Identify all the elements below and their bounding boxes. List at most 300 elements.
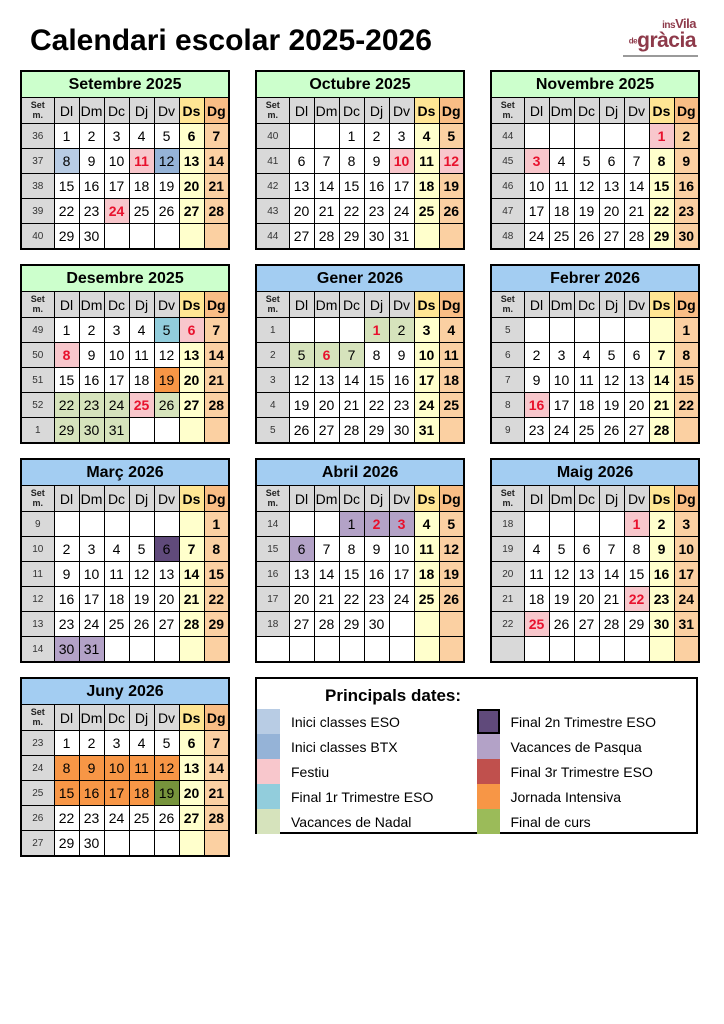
day-cell: 19 — [154, 368, 179, 393]
day-cell: 15 — [649, 174, 674, 199]
day-cell: 27 — [289, 224, 314, 250]
day-cell: 26 — [154, 393, 179, 418]
day-header-dl: Dl — [524, 486, 549, 512]
logo-ins: ins — [662, 20, 676, 31]
day-cell: 10 — [104, 343, 129, 368]
day-cell: 12 — [154, 343, 179, 368]
day-cell: 20 — [179, 174, 204, 199]
day-cell: 29 — [339, 224, 364, 250]
day-cell — [289, 637, 314, 663]
day-cell: 19 — [574, 199, 599, 224]
week-number: 20 — [491, 562, 524, 587]
day-cell: 1 — [364, 318, 389, 343]
week-number: 17 — [256, 587, 289, 612]
day-header-dg: Dg — [439, 98, 464, 124]
week-number: 3 — [256, 368, 289, 393]
week-number: 9 — [491, 418, 524, 444]
day-cell: 19 — [439, 174, 464, 199]
legend-item — [477, 734, 697, 759]
day-cell — [179, 224, 204, 250]
day-header-dm: Dm — [314, 98, 339, 124]
day-cell — [314, 637, 339, 663]
legend-item — [477, 709, 697, 734]
month-title: Desembre 2025 — [21, 265, 229, 292]
week-number: 52 — [21, 393, 54, 418]
day-cell: 30 — [79, 224, 104, 250]
day-cell: 18 — [129, 781, 154, 806]
day-cell: 20 — [154, 587, 179, 612]
week-number: 45 — [491, 149, 524, 174]
day-cell: 25 — [129, 393, 154, 418]
day-cell: 17 — [674, 562, 699, 587]
day-cell — [104, 512, 129, 537]
day-header-dj: Dj — [599, 292, 624, 318]
day-cell: 24 — [389, 199, 414, 224]
day-cell: 14 — [204, 149, 229, 174]
school-logo — [623, 18, 698, 57]
week-number: 51 — [21, 368, 54, 393]
day-cell: 28 — [204, 806, 229, 831]
day-cell: 27 — [314, 418, 339, 444]
legend-swatch — [257, 809, 280, 834]
day-cell: 9 — [524, 368, 549, 393]
day-cell — [624, 637, 649, 663]
day-cell: 8 — [54, 756, 79, 781]
day-header-dc: Dc — [104, 98, 129, 124]
day-cell: 4 — [129, 318, 154, 343]
day-cell: 29 — [649, 224, 674, 250]
day-cell — [179, 831, 204, 857]
day-cell: 28 — [204, 199, 229, 224]
day-header-dl: Dl — [54, 292, 79, 318]
day-header-dj: Dj — [599, 98, 624, 124]
day-cell — [524, 124, 549, 149]
day-cell: 3 — [549, 343, 574, 368]
day-cell — [314, 318, 339, 343]
day-cell: 13 — [314, 368, 339, 393]
day-header-dv: Dv — [389, 292, 414, 318]
day-cell: 26 — [289, 418, 314, 444]
day-cell — [289, 318, 314, 343]
day-cell: 30 — [389, 418, 414, 444]
day-cell: 3 — [674, 512, 699, 537]
day-cell — [154, 512, 179, 537]
day-cell: 18 — [129, 174, 154, 199]
month-title: Octubre 2025 — [256, 71, 464, 98]
day-cell: 3 — [414, 318, 439, 343]
day-cell — [389, 637, 414, 663]
day-cell: 2 — [674, 124, 699, 149]
day-cell: 16 — [524, 393, 549, 418]
day-cell: 23 — [524, 418, 549, 444]
day-cell: 15 — [364, 368, 389, 393]
day-cell — [314, 124, 339, 149]
day-header-dl: Dl — [54, 98, 79, 124]
day-cell: 27 — [154, 612, 179, 637]
legend-item — [257, 759, 477, 784]
day-cell — [599, 318, 624, 343]
legend-item — [257, 809, 477, 834]
day-cell: 8 — [649, 149, 674, 174]
day-header-dl: Dl — [524, 98, 549, 124]
day-cell: 20 — [179, 368, 204, 393]
legend-swatch — [257, 759, 280, 784]
day-cell — [314, 512, 339, 537]
day-cell: 27 — [624, 418, 649, 444]
day-cell — [549, 637, 574, 663]
day-header-dg: Dg — [204, 292, 229, 318]
day-cell: 29 — [54, 831, 79, 857]
day-cell: 18 — [524, 587, 549, 612]
day-cell: 2 — [79, 318, 104, 343]
day-cell: 27 — [179, 199, 204, 224]
day-cell: 24 — [414, 393, 439, 418]
day-cell: 16 — [79, 781, 104, 806]
week-number: 14 — [21, 637, 54, 663]
day-cell: 3 — [389, 124, 414, 149]
month-title: Gener 2026 — [256, 265, 464, 292]
day-cell: 31 — [104, 418, 129, 444]
day-cell: 5 — [154, 731, 179, 756]
legend-item — [257, 784, 477, 809]
day-cell: 5 — [574, 149, 599, 174]
legend-label: Vacances de Nadal — [291, 813, 412, 830]
day-cell — [129, 637, 154, 663]
day-cell: 4 — [129, 124, 154, 149]
day-cell: 9 — [79, 149, 104, 174]
day-cell: 25 — [549, 224, 574, 250]
day-cell: 7 — [204, 318, 229, 343]
day-cell: 15 — [204, 562, 229, 587]
day-cell: 24 — [104, 806, 129, 831]
legend-label: Vacances de Pasqua — [510, 738, 642, 755]
day-cell — [674, 637, 699, 663]
day-cell — [154, 831, 179, 857]
day-header-ds: Ds — [179, 98, 204, 124]
day-cell: 5 — [129, 537, 154, 562]
day-cell: 10 — [414, 343, 439, 368]
day-cell: 25 — [574, 418, 599, 444]
day-cell: 22 — [54, 199, 79, 224]
day-cell — [599, 512, 624, 537]
day-cell: 26 — [599, 418, 624, 444]
day-cell — [649, 637, 674, 663]
day-cell: 18 — [574, 393, 599, 418]
week-number: 5 — [256, 418, 289, 444]
day-cell: 31 — [389, 224, 414, 250]
day-cell: 25 — [524, 612, 549, 637]
day-cell: 14 — [649, 368, 674, 393]
day-cell: 18 — [414, 562, 439, 587]
page-title: Calendari escolar 2025-2026 — [30, 24, 432, 57]
month-mar-2026 — [20, 458, 230, 663]
week-number: 2 — [256, 343, 289, 368]
day-header-dv: Dv — [154, 292, 179, 318]
day-cell: 24 — [104, 393, 129, 418]
day-cell: 7 — [179, 537, 204, 562]
day-header-dg: Dg — [204, 486, 229, 512]
week-column-header: Setm. — [256, 292, 289, 318]
day-cell: 8 — [624, 537, 649, 562]
day-cell: 21 — [599, 587, 624, 612]
month-maig-2026 — [490, 458, 700, 663]
day-cell: 26 — [154, 806, 179, 831]
day-cell: 1 — [54, 124, 79, 149]
day-cell: 23 — [364, 587, 389, 612]
day-cell: 16 — [79, 368, 104, 393]
day-header-dm: Dm — [79, 292, 104, 318]
day-cell: 6 — [179, 318, 204, 343]
day-cell — [204, 418, 229, 444]
day-cell: 8 — [339, 149, 364, 174]
week-number: 9 — [21, 512, 54, 537]
logo-de: de — [628, 36, 638, 46]
day-header-dj: Dj — [364, 486, 389, 512]
day-cell: 13 — [179, 756, 204, 781]
day-cell: 7 — [624, 149, 649, 174]
day-cell: 2 — [79, 124, 104, 149]
day-header-dv: Dv — [154, 705, 179, 731]
day-cell: 22 — [339, 587, 364, 612]
day-cell: 4 — [439, 318, 464, 343]
day-cell: 21 — [204, 368, 229, 393]
day-header-dc: Dc — [104, 292, 129, 318]
day-cell: 29 — [624, 612, 649, 637]
day-cell: 7 — [314, 149, 339, 174]
day-cell: 24 — [674, 587, 699, 612]
day-header-dm: Dm — [79, 486, 104, 512]
day-cell: 1 — [674, 318, 699, 343]
day-cell — [624, 124, 649, 149]
day-cell: 4 — [104, 537, 129, 562]
day-cell: 9 — [79, 343, 104, 368]
day-cell: 14 — [624, 174, 649, 199]
day-cell: 26 — [154, 199, 179, 224]
legend-swatch — [257, 734, 280, 759]
day-cell: 25 — [129, 199, 154, 224]
day-header-dm: Dm — [549, 486, 574, 512]
day-cell: 3 — [104, 318, 129, 343]
day-cell: 17 — [549, 393, 574, 418]
day-cell — [204, 831, 229, 857]
day-cell: 19 — [439, 562, 464, 587]
day-cell: 12 — [549, 562, 574, 587]
day-cell: 15 — [624, 562, 649, 587]
day-header-dg: Dg — [674, 98, 699, 124]
day-cell: 16 — [79, 174, 104, 199]
day-cell: 18 — [414, 174, 439, 199]
day-cell: 19 — [549, 587, 574, 612]
day-cell: 11 — [524, 562, 549, 587]
day-cell: 27 — [179, 806, 204, 831]
week-number: 47 — [491, 199, 524, 224]
day-cell: 10 — [389, 149, 414, 174]
week-number: 37 — [21, 149, 54, 174]
day-cell: 20 — [179, 781, 204, 806]
day-cell: 20 — [289, 587, 314, 612]
day-cell: 13 — [624, 368, 649, 393]
day-cell: 7 — [339, 343, 364, 368]
day-cell: 26 — [439, 199, 464, 224]
day-cell: 14 — [314, 562, 339, 587]
day-cell: 23 — [389, 393, 414, 418]
day-cell: 18 — [439, 368, 464, 393]
day-cell: 3 — [79, 537, 104, 562]
day-cell — [129, 831, 154, 857]
day-cell: 3 — [104, 124, 129, 149]
day-cell: 15 — [54, 174, 79, 199]
month-gener-2026 — [255, 264, 465, 444]
day-cell: 10 — [524, 174, 549, 199]
day-cell: 20 — [289, 199, 314, 224]
month-setembre-2025 — [20, 70, 230, 250]
day-cell — [204, 637, 229, 663]
day-cell: 28 — [314, 612, 339, 637]
day-cell — [524, 637, 549, 663]
day-cell — [204, 224, 229, 250]
day-cell: 11 — [414, 537, 439, 562]
day-cell: 16 — [649, 562, 674, 587]
week-column-header: Setm. — [21, 98, 54, 124]
day-cell: 5 — [154, 318, 179, 343]
week-column-header: Setm. — [21, 705, 54, 731]
header-bar — [20, 10, 706, 66]
day-header-dj: Dj — [129, 292, 154, 318]
day-cell: 17 — [104, 368, 129, 393]
legend-label: Final 2n Trimestre ESO — [510, 713, 656, 730]
day-cell: 27 — [599, 224, 624, 250]
calendar-grid — [20, 70, 706, 857]
day-header-dc: Dc — [574, 486, 599, 512]
week-column-header: Setm. — [491, 486, 524, 512]
day-cell: 15 — [339, 562, 364, 587]
week-number: 24 — [21, 756, 54, 781]
day-cell: 8 — [54, 343, 79, 368]
day-cell: 22 — [204, 587, 229, 612]
day-cell: 24 — [389, 587, 414, 612]
week-number: 18 — [491, 512, 524, 537]
legend-label: Inici classes ESO — [291, 713, 400, 730]
day-header-dl: Dl — [54, 705, 79, 731]
day-cell: 2 — [54, 537, 79, 562]
day-cell: 22 — [624, 587, 649, 612]
day-cell: 26 — [439, 587, 464, 612]
day-cell: 31 — [414, 418, 439, 444]
day-cell: 4 — [414, 512, 439, 537]
week-number: 40 — [21, 224, 54, 250]
day-cell: 12 — [289, 368, 314, 393]
day-cell: 2 — [649, 512, 674, 537]
day-header-ds: Ds — [649, 292, 674, 318]
week-number: 50 — [21, 343, 54, 368]
day-cell — [414, 612, 439, 637]
day-cell: 5 — [154, 124, 179, 149]
day-cell: 20 — [599, 199, 624, 224]
day-cell — [649, 318, 674, 343]
day-cell: 30 — [79, 831, 104, 857]
day-header-dl: Dl — [54, 486, 79, 512]
day-cell: 11 — [129, 343, 154, 368]
day-cell — [289, 124, 314, 149]
day-cell: 14 — [204, 343, 229, 368]
day-cell: 8 — [364, 343, 389, 368]
month-octubre-2025 — [255, 70, 465, 250]
day-header-dj: Dj — [129, 98, 154, 124]
day-cell — [339, 637, 364, 663]
legend-label: Festiu — [291, 763, 330, 780]
day-header-dc: Dc — [104, 705, 129, 731]
day-cell: 4 — [549, 149, 574, 174]
day-cell: 28 — [314, 224, 339, 250]
day-cell: 1 — [339, 124, 364, 149]
day-cell: 12 — [439, 149, 464, 174]
day-header-ds: Ds — [414, 98, 439, 124]
legend-column-right — [477, 709, 697, 834]
day-cell: 4 — [414, 124, 439, 149]
day-cell: 10 — [549, 368, 574, 393]
week-number: 4 — [256, 393, 289, 418]
day-cell: 3 — [104, 731, 129, 756]
week-number: 46 — [491, 174, 524, 199]
day-cell: 13 — [179, 149, 204, 174]
day-cell — [154, 224, 179, 250]
day-cell: 9 — [649, 537, 674, 562]
day-cell — [414, 637, 439, 663]
day-cell: 13 — [289, 562, 314, 587]
day-cell: 1 — [54, 318, 79, 343]
legend-swatch — [257, 784, 280, 809]
day-cell: 12 — [574, 174, 599, 199]
day-cell: 23 — [54, 612, 79, 637]
day-header-dg: Dg — [439, 292, 464, 318]
day-cell: 23 — [79, 199, 104, 224]
week-number: 44 — [491, 124, 524, 149]
day-cell: 25 — [129, 806, 154, 831]
month-title: Abril 2026 — [256, 459, 464, 486]
day-header-ds: Ds — [414, 486, 439, 512]
day-cell: 6 — [179, 731, 204, 756]
day-cell: 5 — [439, 512, 464, 537]
day-cell — [154, 418, 179, 444]
day-cell: 15 — [54, 781, 79, 806]
day-cell: 12 — [439, 537, 464, 562]
day-cell: 9 — [54, 562, 79, 587]
month-title: Febrer 2026 — [491, 265, 699, 292]
day-cell: 29 — [339, 612, 364, 637]
day-cell — [574, 124, 599, 149]
day-cell: 27 — [574, 612, 599, 637]
day-cell — [289, 512, 314, 537]
day-cell: 15 — [339, 174, 364, 199]
day-cell: 10 — [104, 149, 129, 174]
day-cell — [339, 318, 364, 343]
day-cell: 23 — [364, 199, 389, 224]
day-cell: 21 — [624, 199, 649, 224]
day-cell: 5 — [549, 537, 574, 562]
day-cell: 13 — [154, 562, 179, 587]
day-cell: 2 — [389, 318, 414, 343]
week-column-header: Setm. — [21, 486, 54, 512]
day-cell: 1 — [624, 512, 649, 537]
day-header-dm: Dm — [549, 98, 574, 124]
day-cell: 10 — [79, 562, 104, 587]
week-number: 44 — [256, 224, 289, 250]
week-number: 1 — [21, 418, 54, 444]
day-cell — [674, 418, 699, 444]
day-cell: 31 — [79, 637, 104, 663]
week-number: 42 — [256, 174, 289, 199]
day-header-ds: Ds — [649, 98, 674, 124]
